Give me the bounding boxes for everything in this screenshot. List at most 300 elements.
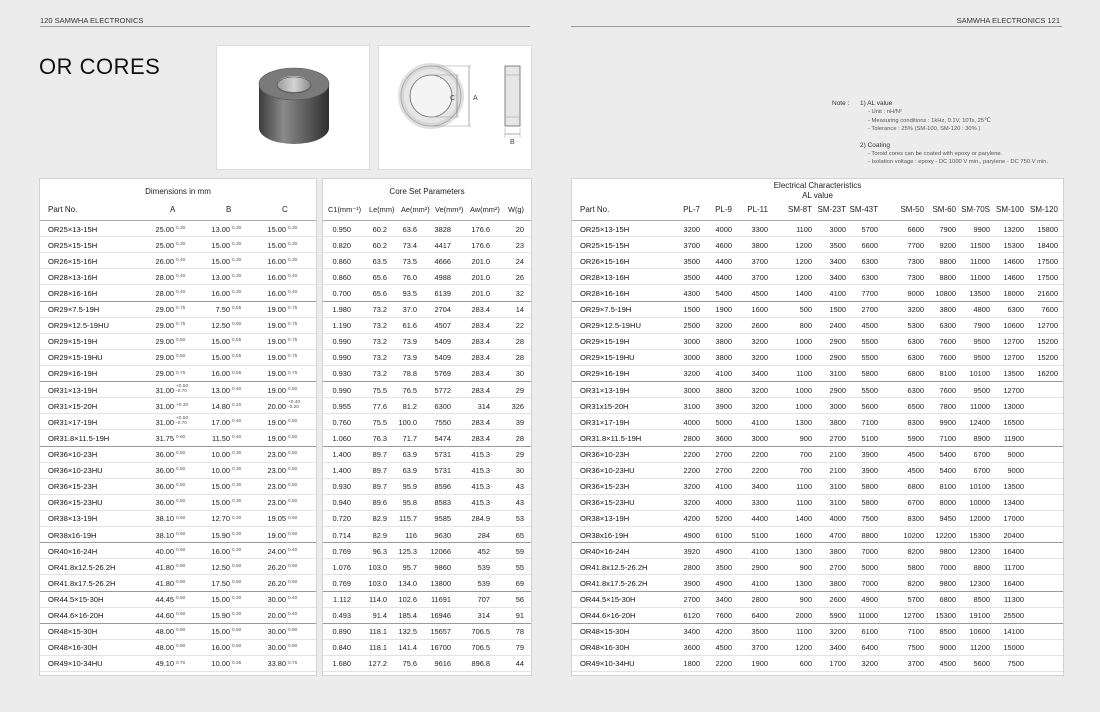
weight-value: 43 xyxy=(515,498,524,508)
c1-value: 0.930 xyxy=(332,482,351,492)
al-value: 8800 xyxy=(973,562,990,572)
al-value: 8100 xyxy=(939,482,956,492)
al-value: 3700 xyxy=(683,240,700,250)
al-value: 15300 xyxy=(969,530,990,540)
dim-c-tol: 0.75 xyxy=(288,306,298,312)
dim-b-value: 13.00 xyxy=(211,272,230,282)
dim-b-value: 15.00 xyxy=(211,498,230,508)
ae-value: 73.4 xyxy=(402,240,417,250)
dim-b-tol: 0.30 xyxy=(232,531,242,537)
al-value: 7700 xyxy=(861,288,878,298)
part-number: OR48×15-30H xyxy=(48,627,98,637)
al-value: 2400 xyxy=(829,321,846,331)
al-value: 3400 xyxy=(751,369,768,379)
al-value: 1300 xyxy=(795,578,812,588)
ae-value: 116 xyxy=(405,530,417,540)
dim-c-tol: 0.40 xyxy=(288,290,298,296)
al-value: 6300 xyxy=(907,385,924,395)
al-value: 13500 xyxy=(969,288,990,298)
dim-c-value: 15.00 xyxy=(267,240,286,250)
part-number: OR36×15-23HU xyxy=(48,498,103,508)
al-value: 1100 xyxy=(796,482,812,492)
al-value: 3000 xyxy=(683,385,700,395)
col-sm100: SM-100 xyxy=(995,205,1024,214)
aw-value: 201.0 xyxy=(471,272,490,282)
table-row xyxy=(323,366,531,382)
dim-a-value: 36.00 xyxy=(155,466,174,476)
dim-a-value: 29.00 xyxy=(155,321,174,331)
al-value: 4000 xyxy=(829,514,846,524)
le-value: 65.6 xyxy=(372,288,387,298)
table-row xyxy=(572,334,1063,350)
table-row xyxy=(323,463,531,479)
le-value: 127.2 xyxy=(368,659,387,669)
dim-b-value: 15.00 xyxy=(211,627,230,637)
dim-c-value: 19.00 xyxy=(267,369,286,379)
table-row xyxy=(572,479,1063,495)
part-number: OR41.8x17.5-26.2H xyxy=(48,578,116,588)
dim-a-tol: 0.80 xyxy=(176,563,186,569)
part-number: OR25×13-15H xyxy=(48,224,98,234)
weight-value: 91 xyxy=(515,611,524,621)
dim-a-value: 41.80 xyxy=(155,562,174,572)
al-value: 6100 xyxy=(861,627,878,637)
al-value: 2600 xyxy=(751,321,768,331)
dim-b-tol: 0.30 xyxy=(232,612,242,618)
al-value: 4800 xyxy=(973,305,990,315)
al-value: 900 xyxy=(799,562,812,572)
al-value: 500 xyxy=(799,305,812,315)
dim-b-value: 10.00 xyxy=(211,450,230,460)
al-value: 17500 xyxy=(1037,272,1058,282)
c1-value: 0.990 xyxy=(332,337,351,347)
part-number: OR36×10-23HU xyxy=(48,466,103,476)
part-number: OR29×7.5-19H xyxy=(48,305,100,315)
aw-value: 314 xyxy=(477,401,490,411)
al-value: 700 xyxy=(799,466,812,476)
dim-c-value: 19.05 xyxy=(267,514,286,524)
table-row xyxy=(323,624,531,640)
al-value: 4600 xyxy=(715,240,732,250)
aw-value: 314 xyxy=(477,611,490,621)
al-value: 5100 xyxy=(861,433,878,443)
al-value: 11000 xyxy=(969,401,990,411)
al-value: 3200 xyxy=(861,659,878,669)
part-number: OR41.8x12.5-26.2H xyxy=(48,562,116,572)
col-b: B xyxy=(226,205,232,214)
al-value: 4500 xyxy=(751,288,768,298)
al-value: 5500 xyxy=(861,353,878,363)
al-value: 9200 xyxy=(939,240,956,250)
table-row xyxy=(323,237,531,253)
al-value: 11300 xyxy=(1003,595,1024,605)
c1-value: 1.680 xyxy=(332,659,351,669)
table-row xyxy=(323,318,531,334)
dim-c-tol: 0.60 xyxy=(288,580,298,585)
note-coating-2: - Isolation voltage : epoxy - DC 1000 V min., parylene - DC 750 V min. xyxy=(868,159,1049,166)
dim-c-value: 30.00 xyxy=(267,595,286,605)
note-coating-1: - Toroid cores can be coated with epoxy or parylene. xyxy=(868,151,1003,158)
le-value: 73.2 xyxy=(372,369,387,379)
le-value: 75.5 xyxy=(372,417,387,427)
part-number: OR31×17-19H xyxy=(580,417,630,427)
al-value: 5900 xyxy=(907,433,924,443)
part-number: OR38x16-19H xyxy=(580,530,629,540)
col-c1: C1(mm⁻¹) xyxy=(328,205,362,214)
dim-c-value: 23.00 xyxy=(267,466,286,476)
al-value: 5300 xyxy=(907,321,924,331)
electrical-table xyxy=(571,178,1064,676)
al-value: 3200 xyxy=(751,385,768,395)
dim-a-tol: 0.60 xyxy=(176,515,186,521)
ve-value: 9616 xyxy=(434,659,451,669)
al-value: 6300 xyxy=(907,353,924,363)
col-sm60: SM-60 xyxy=(932,205,956,214)
dim-c-tol: 0.50 xyxy=(288,467,298,473)
table-row xyxy=(40,366,316,382)
dim-a-value: 25.00 xyxy=(155,240,174,250)
al-value: 3300 xyxy=(751,224,768,234)
aw-value: 706.5 xyxy=(471,627,490,637)
dim-a-tol: 0.50 xyxy=(176,338,186,344)
dimensions-rows xyxy=(40,221,316,672)
al-value: 11200 xyxy=(969,643,990,653)
ve-value: 16700 xyxy=(430,643,451,653)
table-row xyxy=(323,350,531,366)
table-row xyxy=(40,398,316,414)
ae-value: 95.7 xyxy=(402,562,417,572)
dim-c-value: 23.00 xyxy=(267,498,286,508)
c1-value: 1.980 xyxy=(332,305,351,315)
al-value: 9000 xyxy=(939,643,956,653)
dim-c-value: 23.00 xyxy=(267,482,286,492)
al-value: 3500 xyxy=(829,240,846,250)
al-value: 4900 xyxy=(715,546,732,556)
al-value: 3500 xyxy=(683,272,700,282)
part-number: OR29×7.5-19H xyxy=(580,305,632,315)
table-row xyxy=(40,253,316,269)
al-value: 3400 xyxy=(829,643,846,653)
dim-a-value: 44.45 xyxy=(155,595,174,605)
al-value: 15300 xyxy=(935,611,956,621)
part-number: OR44.6×16-20H xyxy=(580,611,636,621)
dim-b-value: 13.00 xyxy=(211,385,230,395)
al-value: 2800 xyxy=(751,595,768,605)
table-row xyxy=(40,559,316,575)
ae-value: 63.6 xyxy=(402,224,417,234)
al-value: 7500 xyxy=(861,514,878,524)
ve-value: 5769 xyxy=(434,369,451,379)
al-value: 17000 xyxy=(1003,514,1024,524)
c1-value: 0.714 xyxy=(332,530,351,540)
note-al-heading: 1) AL value xyxy=(860,100,893,107)
ve-value: 3828 xyxy=(434,224,451,234)
col-ae: Ae(mm²) xyxy=(401,205,430,214)
al-value: 3100 xyxy=(829,498,846,508)
weight-value: 39 xyxy=(515,417,524,427)
ve-value: 7550 xyxy=(434,417,451,427)
ve-value: 9630 xyxy=(434,530,451,540)
le-value: 118.1 xyxy=(369,643,387,653)
col-a: A xyxy=(170,205,176,214)
dim-b-value: 15.00 xyxy=(211,240,230,250)
al-value: 4200 xyxy=(715,627,732,637)
table-row xyxy=(40,430,316,446)
al-value: 3900 xyxy=(683,578,700,588)
part-number: OR49×10-34HU xyxy=(580,659,635,669)
dim-c-value: 19.00 xyxy=(267,337,286,347)
al-value: 9800 xyxy=(939,578,956,588)
al-value: 6300 xyxy=(1007,305,1024,315)
dim-c-tol: 0.50 xyxy=(288,386,298,392)
al-value: 9000 xyxy=(1007,466,1024,476)
al-value: 16500 xyxy=(1003,417,1024,427)
al-value: 3800 xyxy=(715,337,732,347)
col-le: Le(mm) xyxy=(369,205,395,214)
al-value: 5400 xyxy=(939,466,956,476)
le-value: 96.3 xyxy=(372,546,387,556)
al-value: 9900 xyxy=(939,417,956,427)
table-row xyxy=(40,414,316,430)
al-value: 3900 xyxy=(861,466,878,476)
ae-value: 76.0 xyxy=(402,272,417,282)
electrical-title: Electrical Characteristics xyxy=(773,181,862,190)
weight-value: 32 xyxy=(515,288,524,298)
al-value: 3800 xyxy=(715,353,732,363)
weight-value: 30 xyxy=(515,369,524,379)
le-value: 73.2 xyxy=(372,337,387,347)
table-row xyxy=(40,318,316,334)
dim-b-tol: 0.30 xyxy=(232,451,242,457)
dim-a-tol: 0.80 xyxy=(176,580,186,585)
c1-value: 1.060 xyxy=(332,433,351,443)
table-row xyxy=(40,624,316,640)
al-value: 3000 xyxy=(751,433,768,443)
table-row xyxy=(572,624,1063,640)
al-value: 25500 xyxy=(1003,611,1024,621)
le-value: 73.2 xyxy=(372,305,387,315)
al-value: 4500 xyxy=(715,643,732,653)
page-header-left: 120 SAMWHA ELECTRONICS xyxy=(40,16,144,25)
table-row xyxy=(323,575,531,591)
ae-value: 73.9 xyxy=(402,337,417,347)
col-sm120: SM-120 xyxy=(1029,205,1058,214)
table-row xyxy=(40,511,316,527)
note-al-conditions: - Measuring conditions : 1kHz, 0.1V, 10Ts, 25℃ xyxy=(868,117,991,124)
dim-c-tol: 0.50 xyxy=(288,418,298,424)
al-value: 3920 xyxy=(683,546,700,556)
part-number: OR28×16-16H xyxy=(580,288,630,298)
al-value: 1600 xyxy=(795,530,812,540)
dim-b-value: 10.00 xyxy=(211,466,230,476)
al-value: 3700 xyxy=(907,659,924,669)
part-number: OR40×16-24H xyxy=(48,546,98,556)
dim-c-value: 19.00 xyxy=(267,385,286,395)
dim-a-tol: 0.40 xyxy=(176,290,186,296)
le-value: 60.2 xyxy=(372,240,387,250)
al-value: 4900 xyxy=(861,595,878,605)
part-number: OR25×15-15H xyxy=(580,240,630,250)
note-label: Note : xyxy=(832,100,850,107)
core-params-title: Core Set Parameters xyxy=(389,187,465,196)
weight-value: 56 xyxy=(515,595,524,605)
table-row xyxy=(40,269,316,285)
part-number: OR44.5×15-30H xyxy=(48,595,104,605)
c1-value: 1.190 xyxy=(332,321,351,331)
table-row xyxy=(572,430,1063,446)
table-row xyxy=(40,237,316,253)
dim-a-value: 36.00 xyxy=(155,482,174,492)
part-number: OR28×16-16H xyxy=(48,288,98,298)
al-value: 7000 xyxy=(939,562,956,572)
al-value: 3600 xyxy=(683,643,700,653)
page-title: OR CORES xyxy=(39,54,161,79)
al-value: 6300 xyxy=(939,321,956,331)
dim-c-tol: 0.50 xyxy=(288,499,298,505)
ae-value: 81.2 xyxy=(402,401,417,411)
le-value: 65.6 xyxy=(372,272,387,282)
table-row xyxy=(572,285,1063,301)
dim-b-value: 7.50 xyxy=(215,305,230,315)
table-row xyxy=(572,318,1063,334)
dim-b-tol: 0.50 xyxy=(232,628,242,634)
al-value: 7900 xyxy=(939,224,956,234)
al-value: 6400 xyxy=(751,611,768,621)
al-value: 1500 xyxy=(683,305,700,315)
table-row xyxy=(323,640,531,656)
dim-c-tol: 0.80 xyxy=(288,644,298,650)
al-value: 11500 xyxy=(969,240,990,250)
note-coating-heading: 2) Coating xyxy=(860,141,890,149)
al-value: 2100 xyxy=(829,466,846,476)
part-number: OR40×16-24H xyxy=(580,546,630,556)
al-value: 4100 xyxy=(751,417,768,427)
al-value: 2200 xyxy=(751,450,768,460)
al-value: 2000 xyxy=(795,611,812,621)
dim-a-value: 31.00 xyxy=(155,385,174,395)
ae-value: 95.9 xyxy=(402,482,417,492)
al-value: 9500 xyxy=(973,353,990,363)
table-row xyxy=(40,221,316,237)
ve-value: 5409 xyxy=(434,353,451,363)
al-value: 1500 xyxy=(829,305,846,315)
al-value: 4300 xyxy=(683,288,700,298)
ae-value: 132.5 xyxy=(398,627,417,637)
al-value: 4500 xyxy=(939,659,956,669)
dim-a-tol: +0.30 xyxy=(176,402,189,408)
dim-a-tol: 0.40 xyxy=(176,257,186,263)
dim-a-tol: 0.60 xyxy=(176,531,186,537)
weight-value: 29 xyxy=(515,450,524,460)
dim-c-value: 26.20 xyxy=(267,562,286,572)
al-value: 2700 xyxy=(829,433,846,443)
aw-value: 896.8 xyxy=(471,659,490,669)
le-value: 73.2 xyxy=(372,353,387,363)
le-value: 118.1 xyxy=(369,627,387,637)
al-value: 11000 xyxy=(969,272,990,282)
dim-c-tol: 0.60 xyxy=(288,515,298,521)
al-value: 14100 xyxy=(1003,627,1024,637)
table-row xyxy=(40,382,316,398)
table-row xyxy=(572,463,1063,479)
al-value: 15800 xyxy=(1037,224,1058,234)
ve-value: 4417 xyxy=(434,240,451,250)
al-value: 14600 xyxy=(1003,256,1024,266)
le-value: 75.5 xyxy=(372,385,387,395)
table-row xyxy=(572,221,1063,237)
dim-c-value: 16.00 xyxy=(267,288,286,298)
dim-c-value: 30.00 xyxy=(267,627,286,637)
weight-value: 43 xyxy=(515,482,524,492)
dim-a-value: 25.00 xyxy=(155,224,174,234)
part-number: OR31×15-20H xyxy=(48,401,98,411)
part-number: OR48×15-30H xyxy=(580,627,630,637)
table-row xyxy=(323,398,531,414)
al-value: 7600 xyxy=(939,385,956,395)
ae-value: 125.3 xyxy=(398,546,417,556)
dim-a-tol: +0.50 -0.70 xyxy=(176,415,189,426)
aw-value: 176.6 xyxy=(471,240,490,250)
table-row xyxy=(40,592,316,608)
dim-b-tol: 0.30 xyxy=(232,467,242,473)
al-value: 5700 xyxy=(907,595,924,605)
table-row xyxy=(323,511,531,527)
col-ve: Ve(mm³) xyxy=(435,205,464,214)
dim-a-tol: 0.50 xyxy=(176,596,186,602)
part-number: OR31×13-19H xyxy=(48,385,98,395)
ae-value: 73.9 xyxy=(402,353,417,363)
dim-c-tol: 0.80 xyxy=(288,628,298,634)
weight-value: 59 xyxy=(515,546,524,556)
al-value: 4100 xyxy=(829,288,846,298)
ae-value: 93.5 xyxy=(402,288,417,298)
dim-c-label: C xyxy=(450,95,456,102)
al-value: 2700 xyxy=(715,466,732,476)
header-rule-right xyxy=(571,26,1062,27)
al-value: 3800 xyxy=(829,578,846,588)
al-value-title: AL value xyxy=(802,191,833,200)
al-value: 7600 xyxy=(715,611,732,621)
table-row xyxy=(40,575,316,591)
al-value: 5500 xyxy=(861,337,878,347)
c1-value: 0.890 xyxy=(332,627,351,637)
dim-c-value: 19.00 xyxy=(267,417,286,427)
c1-value: 0.700 xyxy=(332,288,351,298)
al-value: 13500 xyxy=(1003,369,1024,379)
dim-c-value: 15.00 xyxy=(267,224,286,234)
aw-value: 415.3 xyxy=(471,450,490,460)
table-row xyxy=(323,430,531,446)
dim-a-value: 31.75 xyxy=(155,433,174,443)
weight-value: 78 xyxy=(515,627,524,637)
al-value: 15200 xyxy=(1037,353,1058,363)
al-value: 1100 xyxy=(796,498,812,508)
dim-b-tol: 0.30 xyxy=(232,596,242,602)
al-value: 4000 xyxy=(715,498,732,508)
al-value: 7100 xyxy=(907,627,924,637)
part-number: OR38x16-19H xyxy=(48,530,97,540)
dim-a-tol: 0.50 xyxy=(176,467,186,473)
dimensions-title: Dimensions in mm xyxy=(145,187,211,196)
ae-value: 37.0 xyxy=(402,305,417,315)
dim-a-value: 29.00 xyxy=(155,353,174,363)
al-value: 900 xyxy=(799,433,812,443)
c1-value: 0.955 xyxy=(332,401,351,411)
al-value: 3700 xyxy=(751,256,768,266)
al-value: 8500 xyxy=(973,595,990,605)
al-value: 10600 xyxy=(1003,321,1024,331)
table-row xyxy=(40,285,316,301)
